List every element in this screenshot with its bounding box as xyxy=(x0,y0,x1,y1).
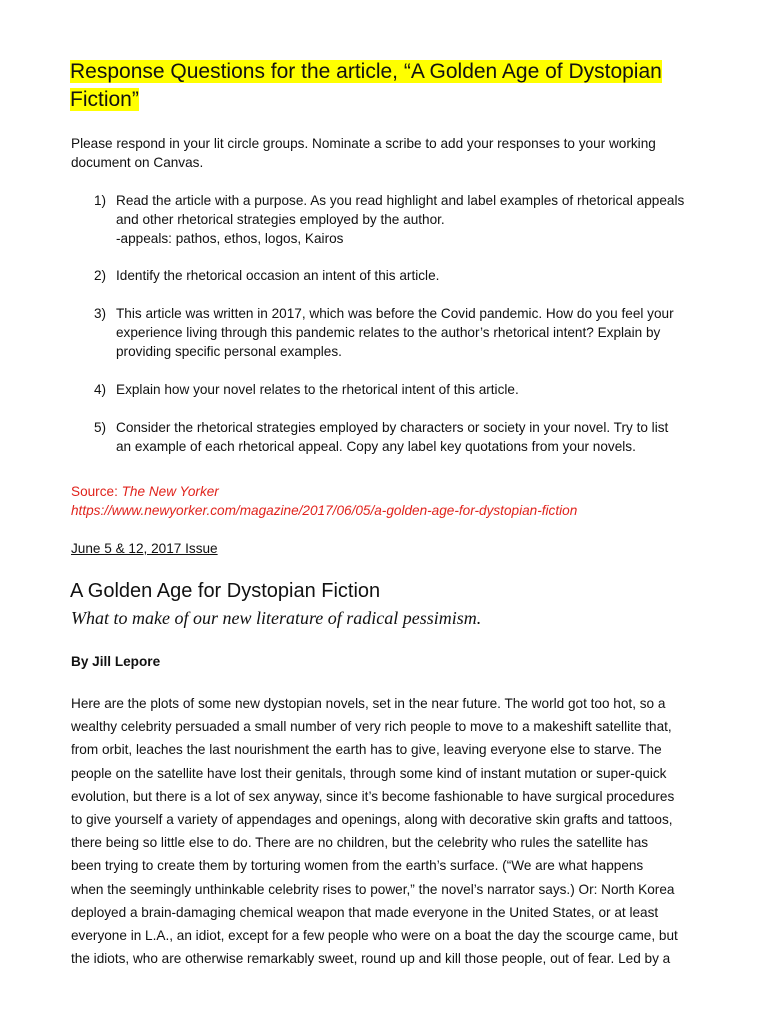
intro-paragraph xyxy=(71,134,691,172)
question-number: 4) xyxy=(94,382,107,397)
question-line: Read the article with a purpose. As you read highlight and label examples of rhetorical appeals xyxy=(116,193,685,208)
question-item-1 xyxy=(94,191,704,248)
article-body xyxy=(71,692,711,970)
question-number: 5) xyxy=(94,420,107,435)
question-item-5 xyxy=(94,418,704,456)
question-item-3 xyxy=(94,304,704,361)
body-line: people on the satellite have lost their genitals, through some kind of instant mutation or super-quick xyxy=(71,765,667,781)
body-line: evolution, but there is a lot of sex anyway, since it’s become fashionable to have surgical procedures xyxy=(71,788,675,804)
question-number: 1) xyxy=(94,193,107,208)
question-line: Identify the rhetorical occasion an intent of this article. xyxy=(116,268,440,283)
body-line: to give yourself a variety of appendages and openings, along with decorative skin grafts and tattoos, xyxy=(71,812,673,828)
question-line: providing specific personal examples. xyxy=(116,344,342,359)
question-line: experience living through this pandemic relates to the author’s rhetorical intent? Explain by xyxy=(116,325,661,340)
title-line-1: Response Questions for the article, “A Golden Age of Dystopian xyxy=(70,60,662,83)
article-title: A Golden Age for Dystopian Fiction xyxy=(70,580,381,602)
body-line: there being so little else to do. There are no children, but the celebrity who rules the satellite has xyxy=(71,835,649,851)
body-line: been trying to create them by torturing women from the earth’s surface. (“We are what happens xyxy=(71,858,644,874)
source-publication: The New Yorker xyxy=(121,484,219,499)
article-subtitle: What to make of our new literature of radical pessimism. xyxy=(71,608,482,628)
intro-line-1: Please respond in your lit circle groups. Nominate a scribe to add your responses to your working xyxy=(71,136,656,151)
question-line: -appeals: pathos, ethos, logos, Kairos xyxy=(116,231,344,246)
question-line: Explain how your novel relates to the rhetorical intent of this article. xyxy=(116,382,519,397)
title-line-2: Fiction” xyxy=(70,88,139,111)
source-citation xyxy=(71,482,721,520)
question-line: This article was written in 2017, which was before the Covid pandemic. How do you feel your xyxy=(116,306,674,321)
question-item-4 xyxy=(94,380,704,399)
question-number: 2) xyxy=(94,268,107,283)
source-label: Source: xyxy=(71,484,122,499)
question-line: Consider the rhetorical strategies employed by characters or society in your novel. Try to list xyxy=(116,420,669,435)
issue-date: June 5 & 12, 2017 Issue xyxy=(71,541,218,556)
question-line: and other rhetorical strategies employed by the author. xyxy=(116,212,445,227)
body-line: wealthy celebrity persuaded a small number of very rich people to move to a makeshift satellite that, xyxy=(71,719,672,735)
body-line: from orbit, leaches the last nourishment the earth has to give, leaving everyone else to starve. The xyxy=(71,742,662,758)
question-item-2 xyxy=(94,266,704,285)
question-number: 3) xyxy=(94,306,107,321)
page-title xyxy=(70,58,670,114)
question-line: an example of each rhetorical appeal. Copy any label key quotations from your novels. xyxy=(116,439,636,454)
source-url-link[interactable]: https://www.newyorker.com/magazine/2017/06/05/a-golden-age-for-dystopian-fiction xyxy=(71,503,578,518)
intro-line-2: document on Canvas. xyxy=(71,155,204,170)
body-line: the idiots, who are otherwise remarkably sweet, round up and kill those people, out of fear. Led by a xyxy=(71,951,671,967)
body-line: deployed a brain-damaging chemical weapon that made everyone in the United States, or at least xyxy=(71,904,659,920)
body-line: everyone in L.A., an idiot, except for a few people who were on a boat the day the scourge came, but xyxy=(71,928,678,944)
body-line: Here are the plots of some new dystopian novels, set in the near future. The world got too hot, so a xyxy=(71,696,666,711)
article-byline: By Jill Lepore xyxy=(71,654,161,669)
body-line: when the seemingly unthinkable celebrity rises to power,” the novel’s narrator says.) Or: North Korea xyxy=(71,881,675,897)
